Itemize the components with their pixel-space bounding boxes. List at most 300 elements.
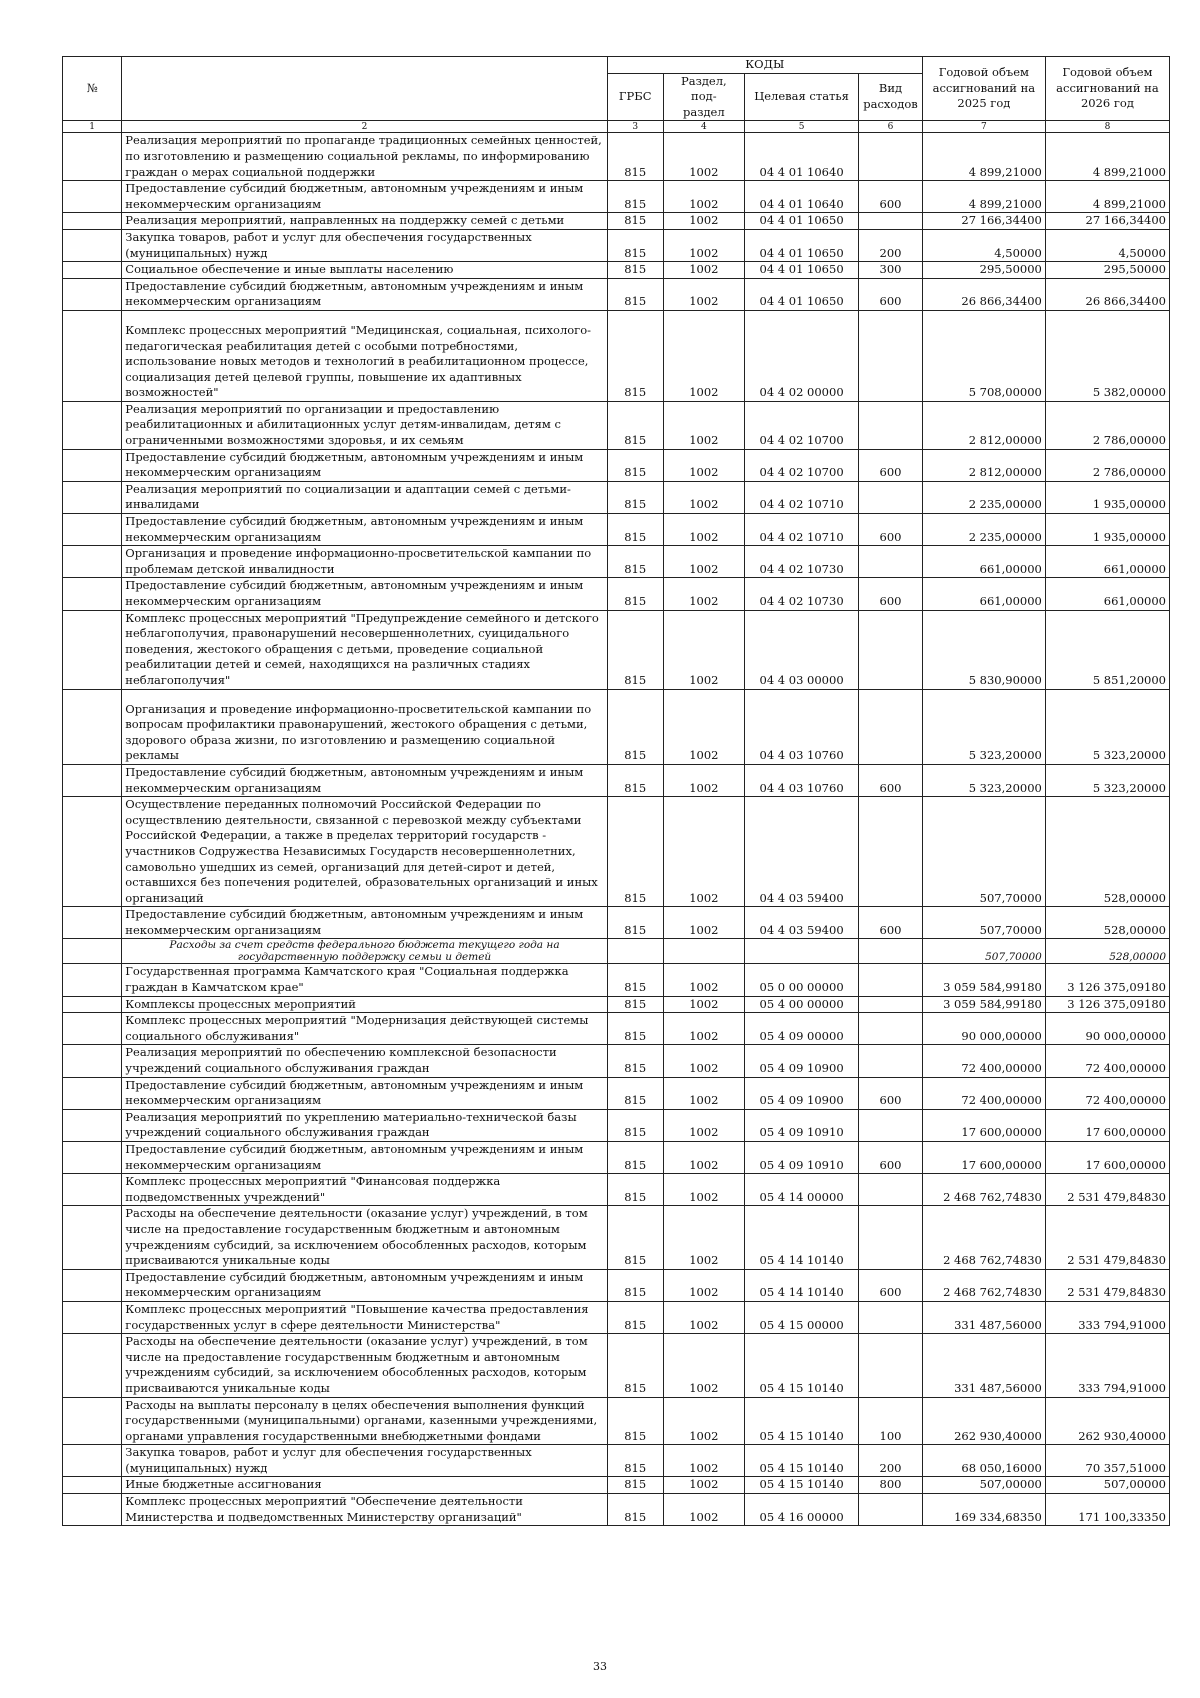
- row-number-cell: [63, 1269, 122, 1301]
- grbs-code: 815: [607, 278, 663, 310]
- amount-2025: 507,70000: [922, 907, 1045, 939]
- row-description: Комплекс процессных мероприятий "Медицинская, социальная, психолого-педагогическая реабилитация детей с особыми потребностями, использование новых методов и технологий в реабилитационном процессе, социализация детей целевой группы, повышение их адаптивных возможностей": [122, 310, 607, 401]
- row-number-cell: [63, 133, 122, 181]
- row-number-cell: [63, 578, 122, 610]
- col-number: 3: [607, 121, 663, 133]
- row-description: Расходы на обеспечение деятельности (оказание услуг) учреждений, в том числе на предоставление государственным бюджетным и автономным учреждениям субсидий, за исключением обособленных расходов, которым присваиваются уникальные коды: [122, 1334, 607, 1397]
- amount-2025: 331 487,56000: [922, 1301, 1045, 1333]
- row-description: Реализация мероприятий по укреплению материально-технической базы учреждений социального обслуживания граждан: [122, 1109, 607, 1141]
- row-description: Комплексы процессных мероприятий: [122, 996, 607, 1013]
- row-description: Осуществление переданных полномочий Российской Федерации по осуществлению деятельности, связанной с перевозкой между субъектами Российской Федерации, а также в пределах территорий государств - участников Содружества Независимых Государств несовершеннолетних, самовольно ушедших из семей, организаций для детей-сирот и детей, оставшихся без попечения родителей, образовательных организаций и иных организаций: [122, 797, 607, 907]
- grbs-code: 815: [607, 1334, 663, 1397]
- table-row: [63, 1174, 1170, 1206]
- row-description: Расходы на выплаты персоналу в целях обеспечения выполнения функций государственными (муниципальными) органами, казенными учреждениями, органами управления государственными внебюджетными фондами: [122, 1397, 607, 1445]
- amount-2025: 17 600,00000: [922, 1142, 1045, 1174]
- row-description: Предоставление субсидий бюджетным, автономным учреждениям и иным некоммерческим организациям: [122, 181, 607, 213]
- section-code: 1002: [663, 1206, 744, 1269]
- amount-2025: 3 059 584,99180: [922, 996, 1045, 1013]
- row-description: Реализация мероприятий, направленных на поддержку семей с детьми: [122, 213, 607, 230]
- target-article-code: 04 4 03 00000: [744, 610, 858, 689]
- row-number-cell: [63, 610, 122, 689]
- table-row: [63, 1334, 1170, 1397]
- expense-type-code: [859, 1301, 923, 1333]
- amount-2026: 1 935,00000: [1045, 481, 1169, 513]
- grbs-code: 815: [607, 764, 663, 796]
- document-page: [62, 56, 1170, 1526]
- amount-2026: 72 400,00000: [1045, 1045, 1169, 1077]
- col-header-2026: Годовой объем ассигнований на 2026 год: [1045, 57, 1169, 121]
- amount-2025: 295,50000: [922, 262, 1045, 279]
- expense-type-code: [859, 1174, 923, 1206]
- expense-type-code: 800: [859, 1477, 923, 1494]
- row-description: Государственная программа Камчатского края "Социальная поддержка граждан в Камчатском крае": [122, 964, 607, 996]
- target-article-code: 05 4 15 00000: [744, 1301, 858, 1333]
- amount-2025: 17 600,00000: [922, 1109, 1045, 1141]
- row-description: Предоставление субсидий бюджетным, автономным учреждениям и иным некоммерческим организациям: [122, 278, 607, 310]
- amount-2025: 661,00000: [922, 546, 1045, 578]
- grbs-code: 815: [607, 1301, 663, 1333]
- amount-2025: 2 812,00000: [922, 401, 1045, 449]
- grbs-code: 815: [607, 578, 663, 610]
- grbs-code: 815: [607, 1494, 663, 1526]
- amount-2025: 507,00000: [922, 1477, 1045, 1494]
- table-row: [63, 1109, 1170, 1141]
- expense-type-code: 300: [859, 262, 923, 279]
- row-number-cell: [63, 1334, 122, 1397]
- section-code: 1002: [663, 1301, 744, 1333]
- row-number-cell: [63, 514, 122, 546]
- row-number-cell: [63, 1174, 122, 1206]
- table-row: [63, 449, 1170, 481]
- amount-2026: 2 786,00000: [1045, 401, 1169, 449]
- section-code: 1002: [663, 964, 744, 996]
- amount-2026: 661,00000: [1045, 546, 1169, 578]
- table-row: [63, 939, 1170, 964]
- expense-type-code: 200: [859, 1445, 923, 1477]
- section-code: 1002: [663, 1142, 744, 1174]
- row-number-cell: [63, 1013, 122, 1045]
- grbs-code: 815: [607, 229, 663, 261]
- row-number-cell: [63, 229, 122, 261]
- expense-type-code: [859, 996, 923, 1013]
- col-header-grbs: ГРБС: [607, 73, 663, 121]
- row-description: Реализация мероприятий по пропаганде традиционных семейных ценностей, по изготовлению и размещению социальной рекламы, по информированию граждан о мерах социальной поддержки: [122, 133, 607, 181]
- amount-2026: 72 400,00000: [1045, 1077, 1169, 1109]
- target-article-code: 05 4 09 10900: [744, 1077, 858, 1109]
- row-description: Расходы на обеспечение деятельности (оказание услуг) учреждений, в том числе на предоставление государственным бюджетным и автономным учреждениям субсидий, за исключением обособленных расходов, которым присваиваются уникальные коды: [122, 1206, 607, 1269]
- row-description: Реализация мероприятий по социализации и адаптации семей с детьми-инвалидами: [122, 481, 607, 513]
- grbs-code: 815: [607, 1045, 663, 1077]
- expense-type-code: [859, 401, 923, 449]
- section-code: 1002: [663, 1269, 744, 1301]
- target-article-code: 04 4 01 10650: [744, 262, 858, 279]
- section-code: 1002: [663, 229, 744, 261]
- amount-2026: 27 166,34400: [1045, 213, 1169, 230]
- grbs-code: 815: [607, 907, 663, 939]
- section-code: 1002: [663, 401, 744, 449]
- section-code: 1002: [663, 689, 744, 764]
- target-article-code: [744, 939, 858, 964]
- col-header-exp-type: Вид расходов: [859, 73, 923, 121]
- table-row: [63, 1077, 1170, 1109]
- target-article-code: 05 4 14 00000: [744, 1174, 858, 1206]
- grbs-code: 815: [607, 964, 663, 996]
- amount-2025: 3 059 584,99180: [922, 964, 1045, 996]
- amount-2025: 2 235,00000: [922, 481, 1045, 513]
- expense-type-code: 600: [859, 514, 923, 546]
- target-article-code: 05 4 15 10140: [744, 1477, 858, 1494]
- amount-2026: 262 930,40000: [1045, 1397, 1169, 1445]
- expense-type-code: [859, 213, 923, 230]
- row-description: Предоставление субсидий бюджетным, автономным учреждениям и иным некоммерческим организациям: [122, 764, 607, 796]
- budget-table: [62, 56, 1170, 1526]
- amount-2025: 5 323,20000: [922, 764, 1045, 796]
- table-row: [63, 310, 1170, 401]
- col-header-2025: Годовой объем ассигнований на 2025 год: [922, 57, 1045, 121]
- section-code: 1002: [663, 546, 744, 578]
- amount-2025: 72 400,00000: [922, 1077, 1045, 1109]
- row-description: Предоставление субсидий бюджетным, автономным учреждениям и иным некоммерческим организациям: [122, 578, 607, 610]
- table-row: [63, 1301, 1170, 1333]
- grbs-code: 815: [607, 1477, 663, 1494]
- col-number: 4: [663, 121, 744, 133]
- row-number-cell: [63, 278, 122, 310]
- amount-2026: 2 531 479,84830: [1045, 1269, 1169, 1301]
- amount-2025: 2 468 762,74830: [922, 1206, 1045, 1269]
- expense-type-code: 600: [859, 578, 923, 610]
- row-number-cell: [63, 1109, 122, 1141]
- table-header: [63, 57, 1170, 133]
- section-code: 1002: [663, 1397, 744, 1445]
- target-article-code: 04 4 01 10640: [744, 133, 858, 181]
- row-number-cell: [63, 907, 122, 939]
- section-code: 1002: [663, 514, 744, 546]
- table-row: [63, 133, 1170, 181]
- amount-2026: 4,50000: [1045, 229, 1169, 261]
- amount-2025: 331 487,56000: [922, 1334, 1045, 1397]
- target-article-code: 05 4 00 00000: [744, 996, 858, 1013]
- table-row: [63, 1142, 1170, 1174]
- section-code: 1002: [663, 481, 744, 513]
- amount-2026: 528,00000: [1045, 907, 1169, 939]
- table-row: [63, 689, 1170, 764]
- target-article-code: 05 4 15 10140: [744, 1397, 858, 1445]
- row-number-cell: [63, 764, 122, 796]
- target-article-code: 05 0 00 00000: [744, 964, 858, 996]
- amount-2025: 2 812,00000: [922, 449, 1045, 481]
- amount-2025: 72 400,00000: [922, 1045, 1045, 1077]
- grbs-code: [607, 939, 663, 964]
- amount-2026: 333 794,91000: [1045, 1334, 1169, 1397]
- row-number-cell: [63, 1477, 122, 1494]
- expense-type-code: [859, 310, 923, 401]
- section-code: 1002: [663, 797, 744, 907]
- col-number: 6: [859, 121, 923, 133]
- row-description: Закупка товаров, работ и услуг для обеспечения государственных (муниципальных) нужд: [122, 229, 607, 261]
- section-code: 1002: [663, 578, 744, 610]
- expense-type-code: 600: [859, 449, 923, 481]
- row-description: Предоставление субсидий бюджетным, автономным учреждениям и иным некоммерческим организациям: [122, 449, 607, 481]
- table-row: [63, 1397, 1170, 1445]
- expense-type-code: [859, 610, 923, 689]
- expense-type-code: [859, 964, 923, 996]
- table-row: [63, 262, 1170, 279]
- expense-type-code: 600: [859, 1077, 923, 1109]
- col-number: 5: [744, 121, 858, 133]
- amount-2026: 528,00000: [1045, 797, 1169, 907]
- table-row: [63, 1477, 1170, 1494]
- section-code: 1002: [663, 1334, 744, 1397]
- grbs-code: 815: [607, 514, 663, 546]
- section-code: [663, 939, 744, 964]
- grbs-code: 815: [607, 689, 663, 764]
- amount-2025: 507,70000: [922, 939, 1045, 964]
- section-code: 1002: [663, 610, 744, 689]
- target-article-code: 04 4 02 10700: [744, 401, 858, 449]
- section-code: 1002: [663, 1045, 744, 1077]
- target-article-code: 04 4 01 10640: [744, 181, 858, 213]
- table-row: [63, 181, 1170, 213]
- amount-2026: 4 899,21000: [1045, 181, 1169, 213]
- row-number-cell: [63, 310, 122, 401]
- target-article-code: 04 4 03 10760: [744, 764, 858, 796]
- section-code: 1002: [663, 278, 744, 310]
- section-code: 1002: [663, 1445, 744, 1477]
- expense-type-code: [859, 689, 923, 764]
- row-number-cell: [63, 1397, 122, 1445]
- grbs-code: 815: [607, 262, 663, 279]
- page-number: 33: [593, 1660, 607, 1673]
- amount-2026: 171 100,33350: [1045, 1494, 1169, 1526]
- row-number-cell: [63, 939, 122, 964]
- grbs-code: 815: [607, 133, 663, 181]
- table-row: [63, 278, 1170, 310]
- amount-2026: 3 126 375,09180: [1045, 964, 1169, 996]
- row-number-cell: [63, 797, 122, 907]
- amount-2026: 661,00000: [1045, 578, 1169, 610]
- amount-2026: 26 866,34400: [1045, 278, 1169, 310]
- row-number-cell: [63, 481, 122, 513]
- row-description: Реализация мероприятий по организации и предоставлению реабилитационных и абилитационных услуг детям-инвалидам, детям с ограниченными возможностями здоровья, и их семьям: [122, 401, 607, 449]
- row-description: Социальное обеспечение и иные выплаты населению: [122, 262, 607, 279]
- section-code: 1002: [663, 449, 744, 481]
- target-article-code: 05 4 15 10140: [744, 1334, 858, 1397]
- row-description: Комплекс процессных мероприятий "Обеспечение деятельности Министерства и подведомственных Министерству организаций": [122, 1494, 607, 1526]
- table-row: [63, 401, 1170, 449]
- section-code: 1002: [663, 1477, 744, 1494]
- amount-2026: 2 786,00000: [1045, 449, 1169, 481]
- target-article-code: 04 4 03 59400: [744, 907, 858, 939]
- amount-2026: 5 382,00000: [1045, 310, 1169, 401]
- table-row: [63, 578, 1170, 610]
- grbs-code: 815: [607, 1077, 663, 1109]
- column-number-row: [63, 121, 1170, 133]
- table-row: [63, 764, 1170, 796]
- expense-type-code: 600: [859, 764, 923, 796]
- grbs-code: 815: [607, 546, 663, 578]
- amount-2025: 27 166,34400: [922, 213, 1045, 230]
- amount-2025: 2 468 762,74830: [922, 1269, 1045, 1301]
- table-row: [63, 964, 1170, 996]
- row-description: Расходы за счет средств федерального бюджета текущего года на государственную поддержку семьи и детей: [122, 939, 607, 964]
- section-code: 1002: [663, 907, 744, 939]
- section-code: 1002: [663, 310, 744, 401]
- section-code: 1002: [663, 1077, 744, 1109]
- expense-type-code: 600: [859, 1142, 923, 1174]
- grbs-code: 815: [607, 310, 663, 401]
- expense-type-code: 200: [859, 229, 923, 261]
- expense-type-code: [859, 481, 923, 513]
- row-number-cell: [63, 1045, 122, 1077]
- row-description: Комплекс процессных мероприятий "Финансовая поддержка подведомственных учреждений": [122, 1174, 607, 1206]
- section-code: 1002: [663, 213, 744, 230]
- amount-2025: 5 323,20000: [922, 689, 1045, 764]
- row-number-cell: [63, 1494, 122, 1526]
- amount-2025: 507,70000: [922, 797, 1045, 907]
- row-number-cell: [63, 1445, 122, 1477]
- amount-2026: 90 000,00000: [1045, 1013, 1169, 1045]
- col-number: 1: [63, 121, 122, 133]
- row-description: Организация и проведение информационно-просветительской кампании по вопросам профилактики правонарушений, жестокого обращения с детьми, здорового образа жизни, по изготовлению и размещению социальной рекламы: [122, 689, 607, 764]
- target-article-code: 04 4 02 10730: [744, 578, 858, 610]
- grbs-code: 815: [607, 1269, 663, 1301]
- table-body: [63, 133, 1170, 1526]
- expense-type-code: 100: [859, 1397, 923, 1445]
- target-article-code: 04 4 03 10760: [744, 689, 858, 764]
- expense-type-code: [859, 939, 923, 964]
- grbs-code: 815: [607, 449, 663, 481]
- amount-2026: 295,50000: [1045, 262, 1169, 279]
- table-row: [63, 546, 1170, 578]
- table-row: [63, 481, 1170, 513]
- expense-type-code: 600: [859, 907, 923, 939]
- table-row: [63, 514, 1170, 546]
- section-code: 1002: [663, 764, 744, 796]
- row-description: Предоставление субсидий бюджетным, автономным учреждениям и иным некоммерческим организациям: [122, 514, 607, 546]
- target-article-code: 04 4 02 00000: [744, 310, 858, 401]
- row-number-cell: [63, 181, 122, 213]
- amount-2026: 2 531 479,84830: [1045, 1174, 1169, 1206]
- row-number-cell: [63, 964, 122, 996]
- expense-type-code: 600: [859, 181, 923, 213]
- row-number-cell: [63, 546, 122, 578]
- amount-2026: 5 851,20000: [1045, 610, 1169, 689]
- row-number-cell: [63, 401, 122, 449]
- amount-2026: 3 126 375,09180: [1045, 996, 1169, 1013]
- amount-2026: 2 531 479,84830: [1045, 1206, 1169, 1269]
- amount-2025: 4,50000: [922, 229, 1045, 261]
- table-row: [63, 610, 1170, 689]
- row-number-cell: [63, 1142, 122, 1174]
- grbs-code: 815: [607, 1013, 663, 1045]
- amount-2025: 262 930,40000: [922, 1397, 1045, 1445]
- expense-type-code: [859, 1045, 923, 1077]
- expense-type-code: [859, 1109, 923, 1141]
- target-article-code: 05 4 15 10140: [744, 1445, 858, 1477]
- target-article-code: 05 4 09 10910: [744, 1142, 858, 1174]
- row-number-cell: [63, 1077, 122, 1109]
- row-description: Комплекс процессных мероприятий "Предупреждение семейного и детского неблагополучия, правонарушений несовершеннолетних, суицидального поведения, жестокого обращения с детьми, проведение социальной реабилитации детей и семей, находящихся на различных стадиях неблагополучия": [122, 610, 607, 689]
- section-code: 1002: [663, 262, 744, 279]
- col-number: 8: [1045, 121, 1169, 133]
- table-row: [63, 907, 1170, 939]
- row-description: Реализация мероприятий по обеспечению комплексной безопасности учреждений социального обслуживания граждан: [122, 1045, 607, 1077]
- row-number-cell: [63, 996, 122, 1013]
- row-number-cell: [63, 262, 122, 279]
- col-header-name: [122, 57, 607, 121]
- expense-type-code: [859, 1013, 923, 1045]
- section-code: 1002: [663, 1494, 744, 1526]
- col-header-num: №: [63, 57, 122, 121]
- table-row: [63, 1013, 1170, 1045]
- expense-type-code: [859, 133, 923, 181]
- expense-type-code: [859, 1334, 923, 1397]
- target-article-code: 04 4 03 59400: [744, 797, 858, 907]
- amount-2026: 528,00000: [1045, 939, 1169, 964]
- table-row: [63, 1045, 1170, 1077]
- table-row: [63, 1494, 1170, 1526]
- grbs-code: 815: [607, 481, 663, 513]
- target-article-code: 05 4 16 00000: [744, 1494, 858, 1526]
- table-row: [63, 797, 1170, 907]
- grbs-code: 815: [607, 1109, 663, 1141]
- amount-2025: 26 866,34400: [922, 278, 1045, 310]
- amount-2026: 70 357,51000: [1045, 1445, 1169, 1477]
- expense-type-code: [859, 546, 923, 578]
- row-number-cell: [63, 689, 122, 764]
- amount-2026: 17 600,00000: [1045, 1142, 1169, 1174]
- amount-2025: 661,00000: [922, 578, 1045, 610]
- row-description: Предоставление субсидий бюджетным, автономным учреждениям и иным некоммерческим организациям: [122, 907, 607, 939]
- grbs-code: 815: [607, 1174, 663, 1206]
- amount-2025: 169 334,68350: [922, 1494, 1045, 1526]
- target-article-code: 05 4 14 10140: [744, 1206, 858, 1269]
- amount-2026: 333 794,91000: [1045, 1301, 1169, 1333]
- table-row: [63, 996, 1170, 1013]
- grbs-code: 815: [607, 1206, 663, 1269]
- expense-type-code: 600: [859, 278, 923, 310]
- row-description: Закупка товаров, работ и услуг для обеспечения государственных (муниципальных) нужд: [122, 1445, 607, 1477]
- row-description: Комплекс процессных мероприятий "Модернизация действующей системы социального обслуживания": [122, 1013, 607, 1045]
- target-article-code: 05 4 09 10900: [744, 1045, 858, 1077]
- section-code: 1002: [663, 1013, 744, 1045]
- expense-type-code: [859, 1206, 923, 1269]
- table-row: [63, 229, 1170, 261]
- expense-type-code: 600: [859, 1269, 923, 1301]
- row-number-cell: [63, 1301, 122, 1333]
- target-article-code: 04 4 01 10650: [744, 229, 858, 261]
- amount-2026: 507,00000: [1045, 1477, 1169, 1494]
- target-article-code: 05 4 14 10140: [744, 1269, 858, 1301]
- row-number-cell: [63, 213, 122, 230]
- row-description: Организация и проведение информационно-просветительской кампании по проблемам детской инвалидности: [122, 546, 607, 578]
- row-number-cell: [63, 449, 122, 481]
- row-description: Предоставление субсидий бюджетным, автономным учреждениям и иным некоммерческим организациям: [122, 1142, 607, 1174]
- grbs-code: 815: [607, 181, 663, 213]
- table-row: [63, 1269, 1170, 1301]
- row-number-cell: [63, 1206, 122, 1269]
- col-header-codes: КОДЫ: [607, 57, 922, 74]
- amount-2026: 4 899,21000: [1045, 133, 1169, 181]
- grbs-code: 815: [607, 610, 663, 689]
- col-number: 7: [922, 121, 1045, 133]
- row-description: Иные бюджетные ассигнования: [122, 1477, 607, 1494]
- grbs-code: 815: [607, 213, 663, 230]
- grbs-code: 815: [607, 797, 663, 907]
- amount-2026: 1 935,00000: [1045, 514, 1169, 546]
- table-row: [63, 1206, 1170, 1269]
- amount-2025: 68 050,16000: [922, 1445, 1045, 1477]
